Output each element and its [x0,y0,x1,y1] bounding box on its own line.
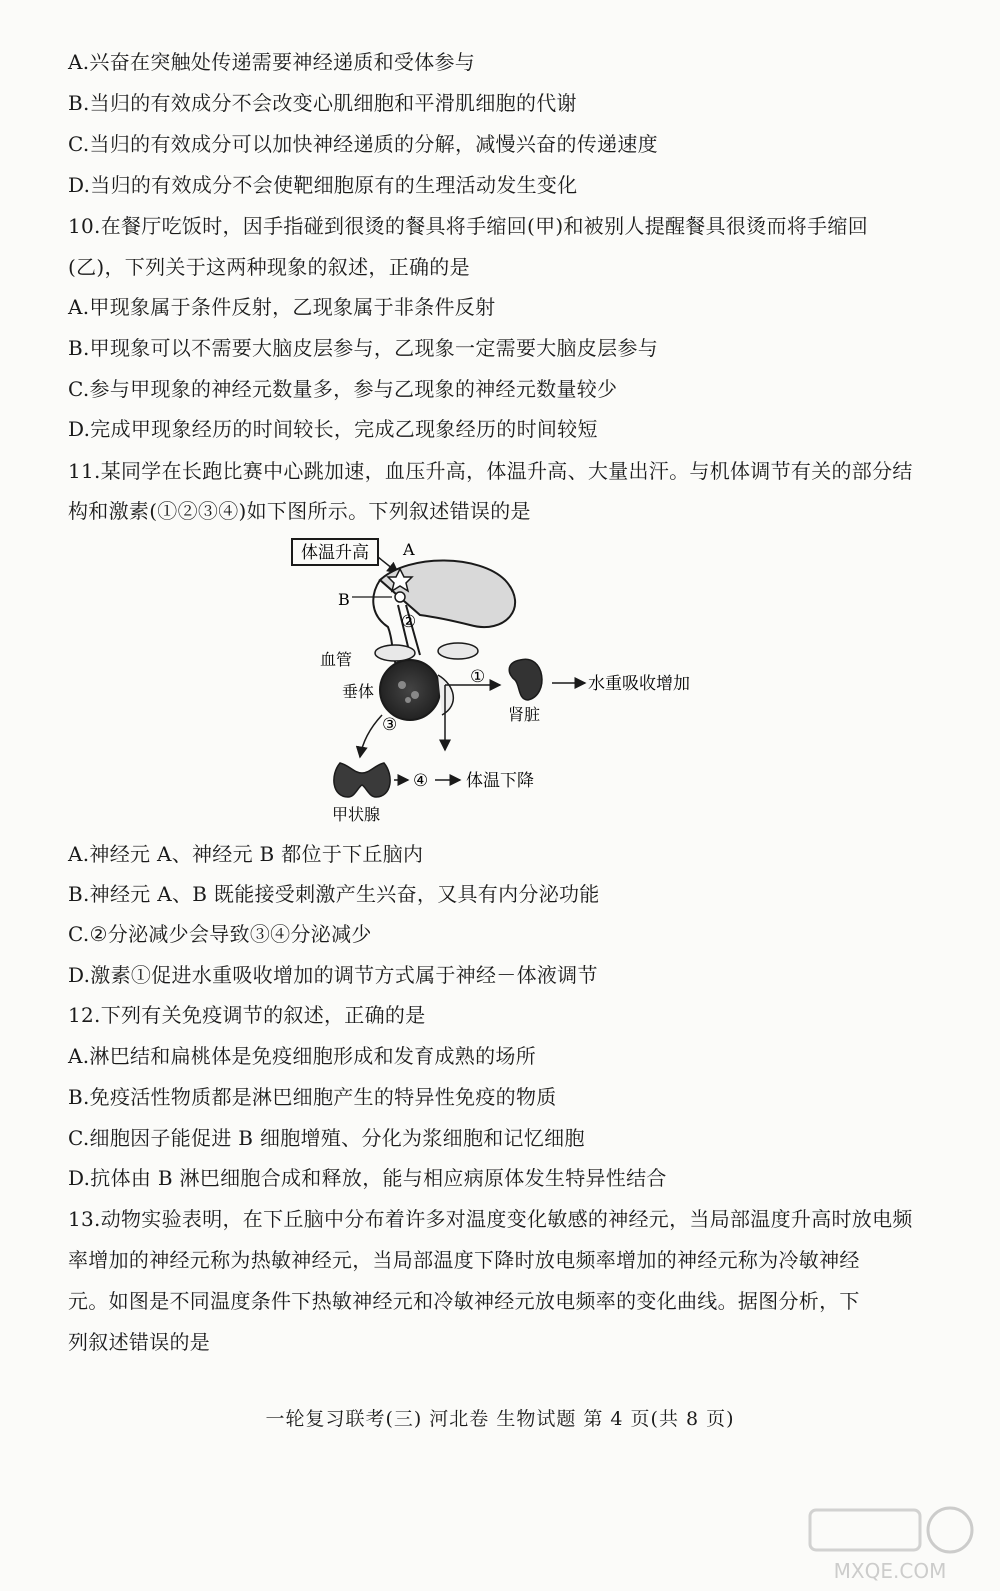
q10-stem-line1: 10.在餐厅吃饭时，因手指碰到很烫的餐具将手缩回(甲)和被别人提醒餐具很烫而将手缩回 [68,214,869,238]
q12-option-d: D.抗体由 B 淋巴细胞合成和释放，能与相应病原体发生特异性结合 [68,1166,667,1190]
watermark-logo [800,1500,980,1585]
q13-stem-line1: 13.动物实验表明，在下丘脑中分布着许多对温度变化敏感的神经元，当局部温度升高时放电频 [68,1207,913,1231]
label-kidney: 肾脏 [508,705,541,724]
blood-vessel [375,643,478,661]
q9-option-d: D.当归的有效成分不会使靶细胞原有的生理活动发生变化 [68,173,578,197]
page-footer: 一轮复习联考(三) 河北卷 生物试题 第 4 页(共 8 页) [265,1408,735,1430]
q11-stem-line1: 11.某同学在长跑比赛中心跳加速，血压升高，体温升高、大量出汗。与机体调节有关的部分结 [68,459,913,483]
q12-stem: 12.下列有关免疫调节的叙述，正确的是 [68,1003,426,1027]
q12-option-b: B.免疫活性物质都是淋巴细胞产生的特异性免疫的物质 [68,1085,557,1109]
q11-option-c: C.②分泌减少会导致③④分泌减少 [68,922,372,946]
q10-option-c: C.参与甲现象的神经元数量多，参与乙现象的神经元数量较少 [68,377,618,401]
q11-stem-line2: 构和激素(①②③④)如下图所示。下列叙述错误的是 [68,499,531,523]
label-thyroid: 甲状腺 [332,805,381,824]
label-water-reabsorption: 水重吸收增加 [588,674,690,694]
q11-option-b: B.神经元 A、B 既能接受刺激产生兴奋，又具有内分泌功能 [68,882,600,906]
hormone-4: ④ [413,771,429,791]
hormone-3: ③ [382,715,398,735]
q13-stem-line3: 元。如图是不同温度条件下热敏神经元和冷敏神经元放电频率的变化曲线。据图分析，下 [68,1289,860,1313]
label-temp-down: 体温下降 [466,771,534,791]
hormone-2: ② [401,612,417,632]
q12-option-a: A.淋巴结和扁桃体是免疫细胞形成和发育成熟的场所 [68,1044,537,1068]
label-a: A [403,540,415,559]
q12-option-c: C.细胞因子能促进 B 细胞增殖、分化为浆细胞和记忆细胞 [68,1126,585,1150]
q13-stem-line2: 率增加的神经元称为热敏神经元，当局部温度下降时放电频率增加的神经元称为冷敏神经 [68,1248,860,1272]
q10-stem-line2: (乙)，下列关于这两种现象的叙述，正确的是 [68,255,470,279]
q9-option-a: A.兴奋在突触处传递需要神经递质和受体参与 [68,50,476,74]
q10-option-d: D.完成甲现象经历的时间较长，完成乙现象经历的时间较短 [68,417,598,441]
neuron-b [395,592,405,602]
q10-option-b: B.甲现象可以不需要大脑皮层参与，乙现象一定需要大脑皮层参与 [68,336,659,360]
temperature-rise-box [292,539,378,565]
hormone-1: ① [470,667,486,687]
kidney-icon [509,659,542,700]
q9-option-c: C.当归的有效成分可以加快神经递质的分解，减慢兴奋的传递速度 [68,132,658,156]
label-vessel: 血管 [320,650,353,669]
hypothalamus-pituitary-diagram [270,535,730,835]
q10-option-a: A.甲现象属于条件反射，乙现象属于非条件反射 [68,295,496,319]
q11-option-d: D.激素①促进水重吸收增加的调节方式属于神经－体液调节 [68,963,598,987]
thyroid-icon [334,763,390,797]
q13-stem-line4: 列叙述错误的是 [68,1330,211,1354]
q11-option-a: A.神经元 A、神经元 B 都位于下丘脑内 [68,842,424,866]
label-pituitary: 垂体 [342,682,375,701]
box-label: 体温升高 [301,543,369,563]
pituitary [380,660,453,720]
watermark-text: MXQE.COM [833,1559,947,1583]
q9-option-b: B.当归的有效成分不会改变心肌细胞和平滑肌细胞的代谢 [68,91,577,115]
label-b: B [338,590,350,609]
